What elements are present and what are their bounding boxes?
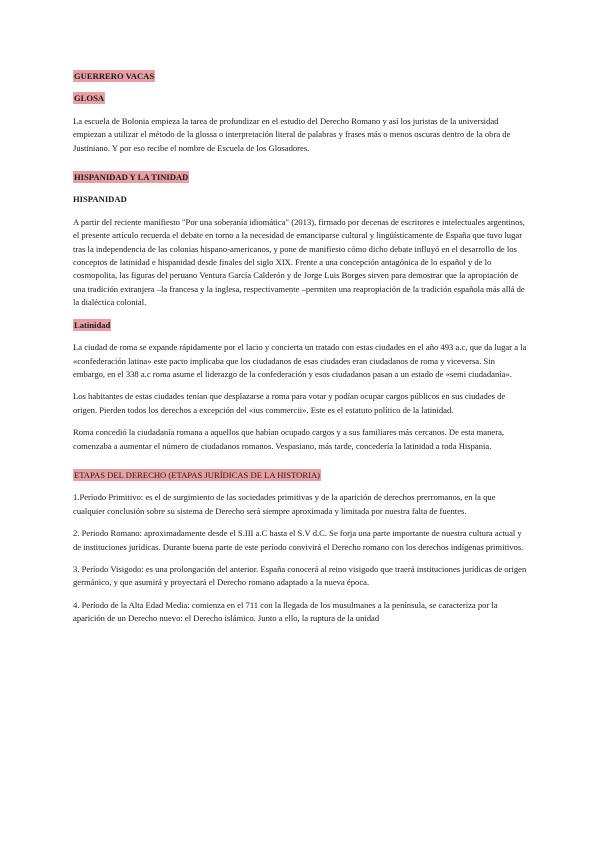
hispanidad-subheading: HISPANIDAD (73, 194, 127, 205)
hispanidad-paragraph: A partir del reciente manifiesto "Por una soberanía idiomática" (2013), firmado por decenas de escritores e intelectuales argentinos, el presente artículo recuerda el debate en torno a la necesidad de emanciparse cultural y lingüísticamente de España que tuvo lugar tras la independencia de las colonias hispano-americanos, y pone de manifiesto cómo dicho debate influyó en el desarrollo de los conceptos de latinidad e hispanidad desde finales del siglo XIX. Frente a una concepción antagónica de lo español y de lo cosmopolita, las figuras del peruano Ventura García Calderón y de Jorge Luis Borges sirven para demostrar que la apropiación de una tradición extranjera –la francesa y la inglesa, respectivamente –permiten una reapropiación de la tradición española más allá de la dialéctica colonial. (73, 216, 525, 308)
document-title: GUERRERO VACAS (74, 71, 155, 81)
etapa-item: 2. Periodo Romano: aproximadamente desde el S.III a.C hasta el S.V d.C. Se forja una parte importante de nuestra cultura actual y de instituciones jurídicas. Durante buena parte de este período convivirá el Derecho romano con los derechos indígenas primitivos. (73, 528, 524, 552)
latinidad-paragraph: La ciudad de roma se expande rápidamente por el lacio y concierta un tratado con estas ciudades en el año 493 a.c, que da lugar a la «confederación latina» este pacto implicaba que los ciudadanos de esas ciudades eran ciudadanos de roma y viceversa. Sin embargo, en el 338 a.c roma asume el liderazgo de la confederación y esos ciudadanos pasan a un estado de «semi ciudadanía». (73, 342, 527, 379)
glosa-heading: GLOSA (74, 93, 105, 104)
etapas-heading: ETAPAS DEL DERECHO (ETAPAS JURÍDICAS DE LA HISTORIA) (74, 469, 321, 480)
latinidad-heading-block (73, 319, 528, 332)
etapas-heading-block (73, 469, 528, 482)
document-page (73, 70, 528, 635)
latinidad-paragraph: Los habitantes de estas ciudades tenían que desplazarse a roma para votar y podían ocupar cargos públicos en sus ciudades de origen. Pierden todos los derechos a excepción del «ius commercii». Este es el estatuto político de la latinidad. (73, 391, 506, 415)
hispanidad-heading: HISPANIDAD Y LA TINIDAD (74, 172, 189, 183)
latinidad-heading: Latinidad (74, 319, 111, 330)
hispanidad-heading-block (73, 171, 528, 184)
etapa-item: 3. Período Visigodo: es una prolongación del anterior. España conocerá al reino visigodo que traerá instituciones jurídicas de origen germánico, y que asumirá y proyectará el Derecho romano adaptado a la nueva época. (73, 563, 527, 588)
document-title-block (73, 70, 528, 83)
latinidad-paragraph: Roma concedió la ciudadanía romana a aquellos que habían ocupado cargos y a sus familiares más cercanos. De esta manera, comenzaba a aumentar el número de ciudadanos romanos. Vespasiano, más tarde, concedería la latinidad a toda Hispania. (73, 427, 505, 451)
etapa-item: 1.Período Primitivo: es el de surgimiento de las sociedades primitivas y de la aparición de derechos prerromanos, en la que cualquier conclusión sobre su sistema de Derecho será siempre aproximada y limitada por nuestra falta de fuentes. (73, 492, 496, 516)
etapa-item: 4. Período de la Alta Edad Media: comienza en el 711 con la llegada de los musulmanes a la península, se caracteriza por la aparición de un Derecho nuevo: el Derecho islámico. Junto a ello, la ruptura de la unidad (73, 599, 498, 624)
glosa-heading-block (73, 92, 528, 105)
glosa-paragraph: La escuela de Bolonia empieza la tarea de profundizar en el estudio del Derecho Romano y así los juristas de la universidad empiezan a utilizar el método de la glossa o interpretación literal de palabras y frases más o menos oscuras dentro de la obra de Justiniano. Y por eso recibe el nombre de Escuela de los Glosadores. (73, 115, 511, 153)
